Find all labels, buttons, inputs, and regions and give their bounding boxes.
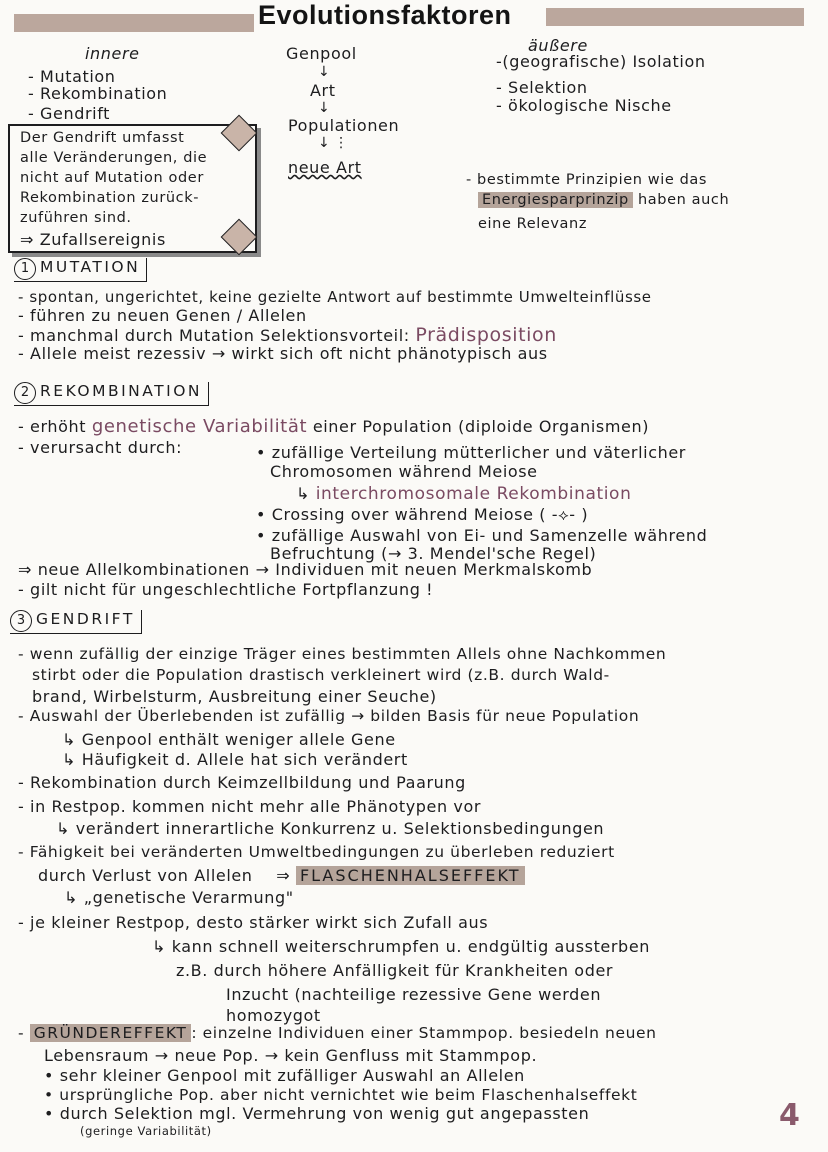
implies-arrow-icon: ⇒ [276,866,291,885]
innere-item-mutation: - Mutation [28,67,116,86]
section-title: MUTATION [40,258,141,276]
gendrift-line: brand, Wirbelsturm, Ausbreitung einer Seuche) [32,687,437,706]
gendrift-line-small: (geringe Variabilität) [80,1124,212,1138]
section-heading-mutation [14,258,147,282]
gendrift-line: • sehr kleiner Genpool mit zufälliger Auswahl an Allelen [44,1066,525,1085]
aeussere-item-nische: - ökologische Nische [496,96,672,115]
gendrift-line: Lebensraum → neue Pop. → kein Genfluss mit Stammpop. [44,1046,538,1065]
rekombination-line: ⇒ neue Allelkombinationen → Individuen mit neuen Merkmalskomb [18,560,593,579]
praedisposition-accent: Prädisposition [415,324,557,346]
gendrift-line: ↳ Häufigkeit d. Allele hat sich verändert [62,750,408,769]
note-post: haben auch [638,192,730,208]
text: durch Verlust von Allelen [38,866,253,885]
gendrift-line: - in Restpop. kommen nicht mehr alle Phänotypen vor [18,797,482,816]
principles-note [466,172,707,188]
rekombination-bullet: Befruchtung (→ 3. Mendel'sche Regel) [270,544,597,563]
box-line: zuführen sind. [20,210,132,226]
arrow-down-icon: ↓ [318,64,330,80]
populationen-label: Populationen [288,116,400,135]
gendrift-line: ↳ Genpool enthält weniger allele Gene [62,730,396,749]
mutation-line-text: - manchmal durch Mutation Selektionsvorteil: [18,326,410,345]
gendrift-line: • ursprüngliche Pop. aber nicht vernichtet wie beim Flaschenhalseffekt [44,1086,638,1104]
box-line: Der Gendrift umfasst [20,130,185,146]
gendrift-line [38,866,525,885]
gendrift-line: homozygot [226,1006,321,1025]
section-heading-gendrift [10,610,142,634]
mutation-line: - spontan, ungerichtet, keine gezielte Antwort auf bestimmte Umwelteinflüsse [18,288,652,306]
gendrift-line: ↳ „genetische Verarmung" [64,888,294,907]
gendrift-line: - Fähigkeit bei veränderten Umweltbedingungen zu überleben reduziert [18,843,615,861]
rekombination-bullet: • zufällige Verteilung mütterlicher und väterlicher [256,443,686,462]
section-number: 2 [14,382,36,404]
gendrift-line: stirbt oder die Population drastisch verkleinert wird (z.B. durch Wald- [32,666,610,684]
gendrift-line: - Auswahl der Überlebenden ist zufällig → bilden Basis für neue Population [18,707,640,725]
neue-art-label: neue Art [288,158,362,177]
box-line: Rekombination zurück- [20,190,200,206]
mutation-line: - führen zu neuen Genen / Allelen [18,306,307,325]
rekombination-bullet: • zufällige Auswahl von Ei- und Samenzelle während [256,526,708,545]
box-line: ⇒ Zufallsereignis [20,230,166,249]
genetische-variabilitaet-accent: genetische Variabilität [91,416,308,437]
page-number: 4 [779,1098,800,1133]
rekombination-line: - verursacht durch: [18,438,183,457]
note-pre: - bestimmte Prinzipien wie das [466,172,708,188]
principles-note-line [478,192,729,208]
gruendereffekt-highlight: GRÜNDEREFFEKT [30,1024,192,1042]
sub-arrow-icon: ↳ [296,484,311,503]
page-title: Evolutionsfaktoren [258,0,512,30]
section-heading-rekombination [14,382,209,406]
rekombination-bullet: • Crossing over während Meiose ( -⟡- ) [256,505,589,524]
interchromosomale-accent: interchromosomale Rekombination [315,484,632,504]
section-title: REKOMBINATION [40,382,202,400]
gendrift-line: • durch Selektion mgl. Vermehrung von wenig gut angepassten [44,1104,590,1123]
rekombination-bullet: Chromosomen während Meiose [270,462,538,481]
mutation-line: - Allele meist rezessiv → wirkt sich oft nicht phänotypisch aus [18,344,548,363]
aeussere-item-isolation: -(geografische) Isolation [496,52,706,71]
title-bar-left [14,14,254,32]
innere-heading: innere [85,44,140,63]
gendrift-line: - Rekombination durch Keimzellbildung und Paarung [18,773,466,792]
box-line: alle Veränderungen, die [20,150,208,166]
art-label: Art [310,81,336,100]
innere-item-gendrift: - Gendrift [28,104,111,123]
aeussere-item-selektion: - Selektion [496,78,588,97]
mutation-line [18,324,557,346]
gendrift-line: ↳ verändert innerartliche Konkurrenz u. Selektionsbedingungen [56,819,605,838]
rekombination-line [18,416,649,437]
arrow-down-icon: ↓ [318,100,330,116]
section-number: 1 [14,258,36,280]
arrow-down-icon: ↓ ⋮ [318,135,349,151]
aeussere-heading: äußere [528,36,588,55]
text: einer Population (diploide Organismen) [312,417,650,436]
principles-note-line2: eine Relevanz [478,216,588,232]
gendrift-line: - je kleiner Restpop, desto stärker wirkt sich Zufall aus [18,913,489,932]
gendrift-line: Inzucht (nachteilige rezessive Gene werden [226,985,602,1004]
gendrift-line: - GRÜNDEREFFEKT : einzelne Individuen einer Stammpop. besiedeln neuen [18,1024,657,1042]
box-line: nicht auf Mutation oder [20,170,204,186]
gendrift-line: ↳ kann schnell weiterschrumpfen u. endgültig aussterben [152,937,650,956]
innere-item-rekombination: - Rekombination [28,84,168,103]
gendrift-definition-box [8,124,257,253]
section-number: 3 [10,610,32,632]
gendrift-line: - wenn zufällig der einzige Träger eines bestimmten Allels ohne Nachkommen [18,645,667,663]
text: : einzelne Individuen einer Stammpop. besiedeln neuen [191,1024,657,1042]
text: - erhöht [18,417,87,436]
flaschenhalseffekt-highlight: FLASCHENHALSEFFEKT [296,866,525,885]
energiesparprinzip-highlight: Energiesparprinzip [478,192,633,208]
genpool-label: Genpool [286,44,357,63]
title-bar-right [546,8,804,26]
gendrift-line: z.B. durch höhere Anfälligkeit für Krankheiten oder [176,961,614,980]
section-title: GENDRIFT [36,610,135,628]
rekombination-line: - gilt nicht für ungeschlechtliche Fortpflanzung ! [18,580,434,599]
rekombination-bullet [296,484,631,504]
